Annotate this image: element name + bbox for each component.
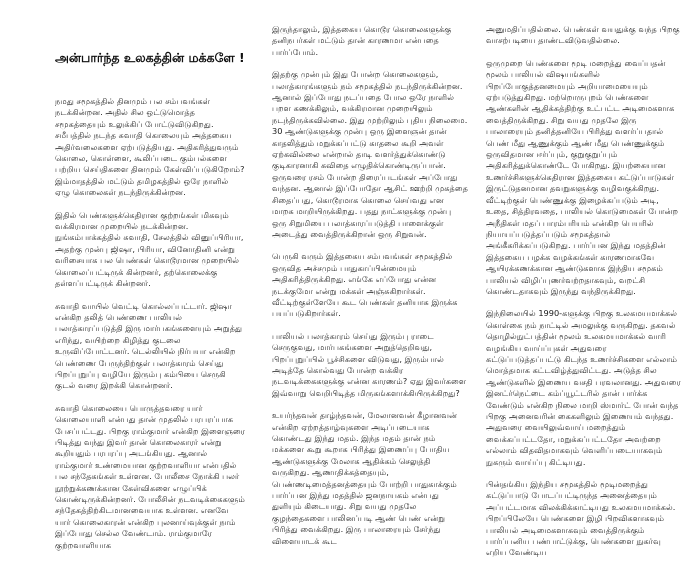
paragraph: உயர்ந்தவன் தாழ்ந்தவன், மேலானவன் கீழானவன் என்கிற ஏற்றத்தாழ்வுகளை அடிப்படையாக கொண்டது இந்து மதம். இந்த மதம் தான் நம் மக்களை கூறு கூறாக பிரித்து இணைப்பு போதிய ஆண்டுகளுக்கு மேலாக ஆதிக்கம் செலுத்தி வருகிறது. ஆணாதிக்கத்தையும், பெண்ணடிமைத்தனத்தையும் போற்றி பாதுகாக்கும் பார்ப்பன இந்து மதத்தில் ஜனநாயகம் என்பது துளியும் கிடையாது. சிறு வயது முதலே குழந்தைகளை பாலினப்படி ஆண் பெண் என்று பிரித்து வைக்கிறது. இரு பாலாரையும் சேர்ந்து விளையாடக் கூட	[272, 410, 458, 546]
paragraph: இதில் பெண்களுக்கெதிரான குற்றங்கள் மிகவும் வக்கிரமான முறையில் நடக்கின்றன. நுங்கம்பாக்கத்தில் சுவாதி, சேலத்தில் வினுப்பிரியா, அதற்கு முன்பு ஜிஷா, பிரியா, வினோதினி என்று வரிசையாக பல பெண்கள் கொடூரமான முறையில் கொலைப்பட்டிருக் கின்றனர், தற்கொலைக்கு தள்ளப்பட்டிருக் கின்றனர்.	[55, 209, 244, 289]
paragraph: ஒருமுறை பெண்களை மூடி மறைத்து வைப்பதன் மூலம் பாலியல் விஷயங்களில் பிறப்போகுத்தனமையும் அறியாமையையும் ஏற்படுத்துகிறது. மற்றொருபுறம் பெண்களை ஆண்களின் ஆதிக்கத்திற்கு உட்பட்ட அடிமைகளாக வைத்திருக்கிறது. சிறு வயது முதலே இரு பாலாரையும் தனித்தனியே பிரித்து வளர்ப்பதால் பெண் மீது ஆணுக்கும் ஆண் மீது பெண்ணுக்கும் ஒருவிதமான ஈர்ப்பும், குறுகுறுப்பும் அதிகரித்துக்கொண்டே போகிறது. இயற்கையான உணர்ச்சிகளுக்கெதிரான இத்தகைய கட்டுப்பாடுகள் இருட்டுதனமான தவறுகளுக்கு வழிவகுக்கிறது. வீட்டிற்குள் பெண்ணுக்கு இழைக்கப்படும் அடி, உதை, சித்திரவதை, பாலியல் கொடுமைகள் போன்ற அநீதிகள் மதப் பாரம்பரியம் என்கிற பெயரில் நியாயப்படுத்தப்படும் சமூகத்தால் அங்கீகரிக்கப்படுகிறது. பார்ப்பன இந்து மதத்தின் இத்தகைய பழக்க வழக்கங்கள் காரணமாகவே ஆயிரக்கணக்கான ஆண்டுகளாக இந்திய சமூகம் பாலியல் விழிப்புணர்வற்றதாகவும், வறட்சி கொண்டதாகவும் இருந்து வந்திருக்கிறது.	[486, 57, 679, 296]
paragraph: இருந்தாலும், இத்தகைய கொடூர கொலைகளுக்கு தனிநபர்கள் மட்டும் தான் காரணமா என்பதை பார்ப்போம்.	[272, 24, 452, 57]
paragraph: இதற்கு முன்பும் இது போன்ற கொலைகளும், பலாத்காரங்களும் நம் சமூகத்தில் நடந்திருக்கின்றன. ஆனால் இப்போது நடப்பதை போல ஒரே நாளில் பறள கணக்கிலும், வக்கிரமான முறையிலும் நடந்திருக்கவில்லை. இது முற்றிலும் புதிய நிலைமை. 30 ஆண்டுகளுக்கு முன்பு ஒரு இளைஞன் தான் காதலித்தும் மறுக்கப்பட்டு காதலை கூறி அவள் ஏற்கவில்லை என்றால் தாடி வளர்த்துக்கொண்டு குடிகாரனாகி கவிதை எழுதிக்கொண்டிருப்பான். ஒருவரை ரசம் போன்ற திரைப்படங்கள் அப்போது வந்தன. ஆனால் இப்போதோ ஆசிட் ஊற்றி முகத்தை சிதைப்பது, கொடூரமாக கொலை செய்வது என மாறக மாறியிருக்கிறது. பதது நாட்களுக்கு முன்பு ஒரு சிறுமியை பலாத்காரப்படுத்தி பாளைக்குள் அடைத்து வைத்திருக்கிறான் ஒரு சிறுவன்.	[272, 69, 468, 239]
column-1	[55, 60, 245, 562]
paragraph: பாலியல் பலாத்காரம் செய்து இரும்பு ராடை செருகுவது, மார்பகங்களை அறுத்தெறிவது, பிறப்புறுப்பில் பூச்சிகளை விடுவது, இரும்பால் அடித்தே கொல்வது போன்ற வக்கிர நடவடிக்கைகளுக்கு என்ன காரணம்? ஏது இவர்களை இவ்வாறு வெறிபிடித்த மிருகங்களாக்கியிருக்கிறது?	[272, 330, 467, 398]
paragraph: அனுமதிப்பதில்லை. பெண்கள் வயதுக்கு வந்த பிறகு வாசற்படியை தாண்டவிடுவதில்லை.	[486, 24, 680, 46]
paragraph: பெருகி வரும் இத்தகைய சம்பவங்கள் சமூகத்தில் ஒருவித அச்சமும் பாதுகாப்பின்மையும் அதிகரித்திருக்கிறது. எங்கே எப்போது என்ன நடக்குமோ என்று மக்கள் அஞ்சுகிறார்கள். வீட்டிற்குள்ளேயே கூட பெண்கள் தனியாக இருக்க பயப்படுகிறார்கள்.	[272, 251, 458, 319]
paragraph: இந்நிலையில் 1990-களுக்கு பிறகு உலகமயமாக்கல் கொள்கை நம் நாட்டில் அமலுக்கு வருகிறது. தகவல் தொழில்நுட்பத்தின் மூலம் உலகமயமாக்கல் வாரி வழங்கிய வாய்ப்புகள் அதுவரை கட்டுப்படுத்தப்பட்டு கிடந்த உணர்ச்சிகளை எல்லாம் மொத்தமாக கட்டவிழ்த்துவிட்டது. அடுத்த சில ஆண்டுகளில் இணைய வசதி பரவலானது. அதுவரை இனட்ர்நெட்டை கம்ப்யூட்டரில் தான் பார்க்க வேண்டும் என்கிற நிலை மாறி ஸ்மார்ட் போன் வந்த பிறகு அனைவரின் கைகளிலும் இணையம் வந்தது. அதுவரை வையிலுவ்வாய் மறைத்தும் வைக்கப்பட்டதோ, மறுக்கப்பட்டதோ அவற்றை எல்லாம் விதவிதமாகவும் வெளிப்படையாகவும் நுகரும் வாய்ப்பு கிட்டியது.	[486, 308, 681, 467]
paragraph: சுவாதி கொலையை பொருத்தவரை யார் கொலையாளி என்பது தான் முதலில் பரபரப்பாக பேசப்பட்டது. பிறகு ராம்குமார் என்கிற இளைஞரை பிடித்து வந்து இவர் தான் கொலைகாரர் என்று கூறியதும் பரபரப்பு அடங்கியது. ஆனால் ராம்குமார் உண்மையான குற்றவாளியா என்பதில் பல சந்தேகங்கள் உள்ளன. போலீசை நோக்கி பலர் நூற்றுக்கணக்கான கேள்விகளை எழுப்பிக் கொண்டிருக்கின்றனர். போலீசின் நடவடிக்கைகளும் சந்தேகத்திற்கிடமானவையாக உள்ளன. எனவே யார் கொலைகாரன் என்கிற புலனாய்வுக்குள் நாம் இப்போது செல்ல வேண்டாம். ராம்குமாரே குற்றவாளியாக	[55, 402, 245, 550]
paragraph: சுவாதி வாயில் வெட்டி கொல்லப்பட்டார். ஜிஷா என்கிற தலித் பெண்ணை பாலியல் பலாத்காரப்படுத்தி இரு மார்பகங்களையும் அறுத்து எரிந்து, வயிற்றை கிழித்து குடலை உருவிப்போட்டனர். டெல்லியில் நிர்பயா என்கிற பெண்ணை பேருந்திற்குள் பலாத்காரம் செய்து பிறப்புறுப்பு வழியே இரும்பு கம்பியை செருகி குடல் வரை இறக்கி கொன்றனர்.	[55, 300, 243, 391]
column-2	[272, 24, 468, 558]
column-3	[486, 24, 682, 570]
paragraph: நமது சமூகத்தில் தினமும் பல சம்பவங்கள் நடக்கின்றன. அதில் சில ஒட்டுமொத்த சமூகத்தையும் உலுக்கிப் போட்டுவிடுகிறது. சமீபத்தில் நடந்த சுவாதி கொலையும் அத்தகைய அதிர்வலைகளை ஏற்படுத்தியது. அதிகரித்துவரும் கொலை, கொள்ளை, கூலிப்படை கும்பல்களை பற்றிய செய்திகளை தினமும் கேள்விப்படுகிறோம்? இம்மாதத்தில் மட்டும் தமிழகத்தில் ஒரே நாளில் ஏழு கொலைகள் நடந்திருக்கின்றன.	[55, 96, 245, 198]
paragraph: பின்தங்கிய இந்திய சமூகத்தில் மூடிமறைத்து கட்டுப்பாடு போடப்பட்டிருந்த அனைத்தையும் அப்பட்டமாக விலக்கிக்காட்டியது உலகமயமாக்கல். பிறப்பிலேயே பெண்களை இழி பிறவிகளாகவும் பாலியல் அடிமைகளாகவும் வைத்திருக்கும் பார்ப்பனிய பண்பாட்டுக்கு, பெண்களை நுகர்வு எறிய வேண்டிய	[486, 479, 676, 558]
document-title: அன்பார்ந்த உலகத்தின் மக்களே !	[55, 50, 245, 65]
